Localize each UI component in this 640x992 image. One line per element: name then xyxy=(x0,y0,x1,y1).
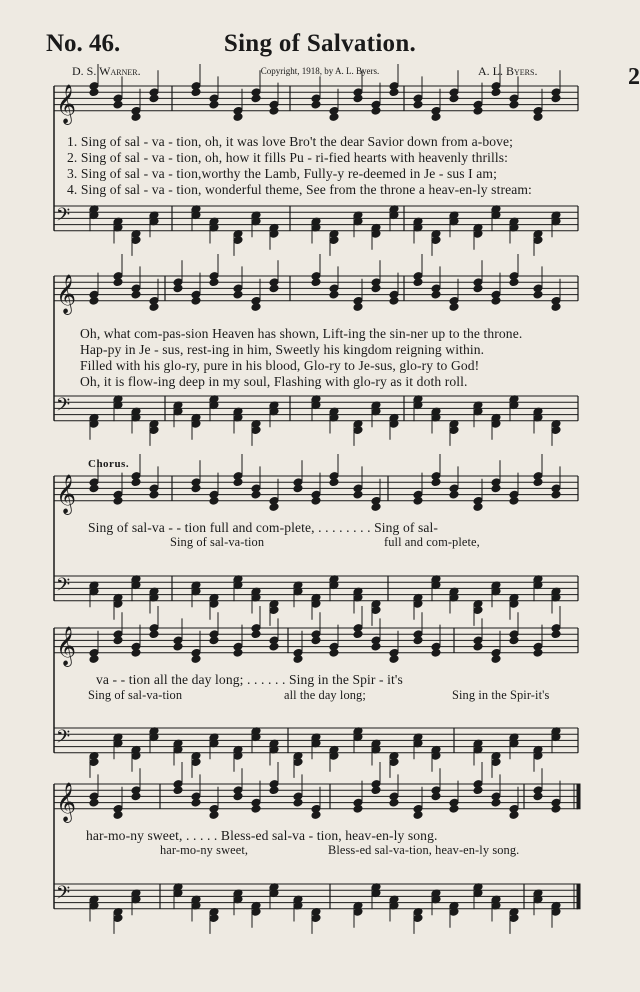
note-head xyxy=(413,811,423,820)
note-head xyxy=(131,478,141,487)
note-head xyxy=(113,811,123,820)
note-head xyxy=(131,792,141,801)
note-head xyxy=(353,94,363,103)
bass-clef-icon: 𝄢 xyxy=(56,205,71,230)
note-head xyxy=(431,290,441,299)
note-head xyxy=(293,798,303,807)
note-head xyxy=(113,636,123,645)
page-mark: 2 xyxy=(628,64,640,90)
note-head xyxy=(311,496,321,505)
note-head xyxy=(89,655,99,664)
note-head xyxy=(509,278,519,287)
note-head xyxy=(233,113,243,122)
note-head xyxy=(389,296,399,305)
note-head xyxy=(353,490,363,499)
treble-clef-icon: 𝄞 xyxy=(56,625,77,666)
note-head xyxy=(149,630,159,639)
verse-4-line-1: 4. Sing of sal - va - tion, wonderful theme, See from the throne a heav-en-ly stream: xyxy=(67,182,532,197)
note-head xyxy=(371,284,381,293)
note-head xyxy=(113,278,123,287)
verse-1-line-2: Oh, what com-pas-sion Heaven has shown, Lift-ing the sin-ner up to the throne. xyxy=(80,326,523,341)
note-head xyxy=(89,88,99,97)
note-head xyxy=(251,490,261,499)
note-head xyxy=(431,478,441,487)
note-head xyxy=(311,636,321,645)
note-head xyxy=(89,798,99,807)
final-bar-line xyxy=(577,784,580,809)
note-head xyxy=(449,94,459,103)
note-head xyxy=(389,798,399,807)
note-head xyxy=(209,636,219,645)
note-head xyxy=(533,290,543,299)
verse-4-line-2: Oh, it is flow-ing deep in my soul, Flashing with glo-ry as it doth roll. xyxy=(80,374,468,389)
hymn-number: No. 46. xyxy=(46,30,121,57)
note-head xyxy=(371,786,381,795)
note-head xyxy=(311,278,321,287)
note-head xyxy=(551,490,561,499)
note-head xyxy=(353,804,363,813)
treble-clef-icon: 𝄞 xyxy=(56,781,77,822)
composer-credit: A. L. Byers. xyxy=(478,64,538,78)
note-head xyxy=(431,792,441,801)
note-head xyxy=(89,296,99,305)
copyright-notice: Copyright, 1918, by A. L. Byers. xyxy=(260,66,380,76)
note-head xyxy=(173,284,183,293)
bass-clef-icon: 𝄢 xyxy=(56,727,71,752)
note-head xyxy=(131,290,141,299)
note-head xyxy=(449,490,459,499)
note-head xyxy=(353,630,363,639)
bass-clef-icon: 𝄢 xyxy=(56,395,71,420)
note-head xyxy=(371,503,381,512)
note-head xyxy=(269,284,279,293)
note-head xyxy=(113,100,123,109)
note-head xyxy=(509,100,519,109)
note-head xyxy=(551,94,561,103)
note-head xyxy=(413,496,423,505)
note-head xyxy=(551,804,561,813)
note-head xyxy=(191,88,201,97)
note-head xyxy=(431,648,441,657)
note-head xyxy=(329,113,339,122)
note-head xyxy=(329,478,339,487)
bass-clef-icon: 𝄢 xyxy=(56,575,71,600)
note-head xyxy=(191,484,201,493)
note-head xyxy=(509,811,519,820)
note-head xyxy=(251,804,261,813)
note-head xyxy=(233,290,243,299)
chorus-line-2-lower-a: Sing of sal-va-tion xyxy=(88,688,183,702)
note-head xyxy=(173,786,183,795)
note-head xyxy=(533,113,543,122)
note-head xyxy=(269,503,279,512)
note-head xyxy=(473,284,483,293)
note-head xyxy=(269,786,279,795)
hymn-title: Sing of Salvation. xyxy=(223,30,417,57)
chorus-line-1-lower-a: Sing of sal-va-tion xyxy=(170,535,265,549)
note-head xyxy=(311,100,321,109)
note-head xyxy=(353,303,363,312)
note-head xyxy=(449,804,459,813)
note-head xyxy=(329,290,339,299)
final-bar-line xyxy=(577,884,580,909)
note-head xyxy=(551,303,561,312)
note-head xyxy=(551,630,561,639)
note-head xyxy=(209,100,219,109)
chorus-line-1-lower-b: full and com-plete, xyxy=(384,535,480,549)
note-head xyxy=(131,113,141,122)
note-head xyxy=(473,642,483,651)
note-head xyxy=(233,792,243,801)
note-head xyxy=(473,503,483,512)
note-head xyxy=(209,278,219,287)
note-head xyxy=(371,106,381,115)
note-head xyxy=(491,88,501,97)
note-head xyxy=(149,490,159,499)
note-head xyxy=(491,655,501,664)
note-head xyxy=(431,113,441,122)
note-head xyxy=(413,100,423,109)
chorus-line-2-upper: va - - tion all the day long; . . . . . . Sing in the Spir - it's xyxy=(96,672,403,687)
note-head xyxy=(191,296,201,305)
note-head xyxy=(329,648,339,657)
note-head xyxy=(491,296,501,305)
verse-1-line-1: 1. Sing of sal - va - tion, oh, it was love Bro't the dear Savior down from a-bove; xyxy=(67,134,514,149)
note-head xyxy=(413,278,423,287)
note-head xyxy=(473,786,483,795)
note-head xyxy=(311,811,321,820)
chorus-line-2-lower-b: all the day long; xyxy=(284,688,366,702)
chorus-line-3-lower-a: har-mo-ny sweet, xyxy=(160,843,249,857)
note-head xyxy=(371,642,381,651)
note-head xyxy=(191,655,201,664)
note-head xyxy=(389,88,399,97)
note-head xyxy=(473,106,483,115)
note-head xyxy=(113,496,123,505)
chorus-line-3-upper: har-mo-ny sweet, . . . . . Bless-ed sal-va - tion, heav-en-ly song. xyxy=(86,828,438,843)
note-head xyxy=(269,106,279,115)
note-head xyxy=(251,303,261,312)
note-head xyxy=(173,642,183,651)
note-head xyxy=(491,798,501,807)
note-head xyxy=(269,642,279,651)
chorus-line-3-lower-b: Bless-ed sal-va-tion, heav-en-ly song. xyxy=(328,843,520,857)
note-head xyxy=(89,484,99,493)
lyricist-credit: D. S. Warner. xyxy=(72,64,141,78)
note-head xyxy=(233,648,243,657)
note-head xyxy=(209,811,219,820)
treble-clef-icon: 𝄞 xyxy=(56,83,77,124)
note-head xyxy=(509,636,519,645)
note-head xyxy=(251,94,261,103)
note-head xyxy=(533,478,543,487)
chorus-line-2-lower-c: Sing in the Spir-it's xyxy=(452,688,550,702)
treble-clef-icon: 𝄞 xyxy=(56,473,77,514)
note-head xyxy=(533,648,543,657)
note-head xyxy=(233,478,243,487)
note-head xyxy=(149,94,159,103)
bass-clef-icon: 𝄢 xyxy=(56,883,71,908)
note-head xyxy=(293,655,303,664)
note-head xyxy=(251,630,261,639)
treble-clef-icon: 𝄞 xyxy=(56,273,77,314)
verse-2-line-2: Hap-py in Je - sus, rest-ing in him, Sweetly his kingdom reigning within. xyxy=(80,342,485,357)
chorus-label: Chorus. xyxy=(88,458,130,470)
note-head xyxy=(209,496,219,505)
verse-2-line-1: 2. Sing of sal - va - tion, oh, how it fills Pu - ri-fied hearts with heavenly thrills: xyxy=(67,150,508,165)
note-head xyxy=(413,636,423,645)
note-head xyxy=(491,484,501,493)
note-head xyxy=(149,303,159,312)
chorus-line-1-upper: Sing of sal-va - - tion full and com-plete, . . . . . . . . Sing of sal- xyxy=(88,520,439,535)
note-head xyxy=(449,303,459,312)
note-head xyxy=(131,648,141,657)
verse-3-line-2: Filled with his glo-ry, pure in his blood, Glo-ry to Je-sus, glo-ry to God! xyxy=(80,358,480,373)
note-head xyxy=(509,496,519,505)
verse-3-line-1: 3. Sing of sal - va - tion,worthy the Lamb, Fully-y re-deemed in Je - sus I am; xyxy=(67,166,497,181)
note-head xyxy=(191,798,201,807)
note-head xyxy=(293,484,303,493)
note-head xyxy=(389,655,399,664)
note-head xyxy=(533,792,543,801)
